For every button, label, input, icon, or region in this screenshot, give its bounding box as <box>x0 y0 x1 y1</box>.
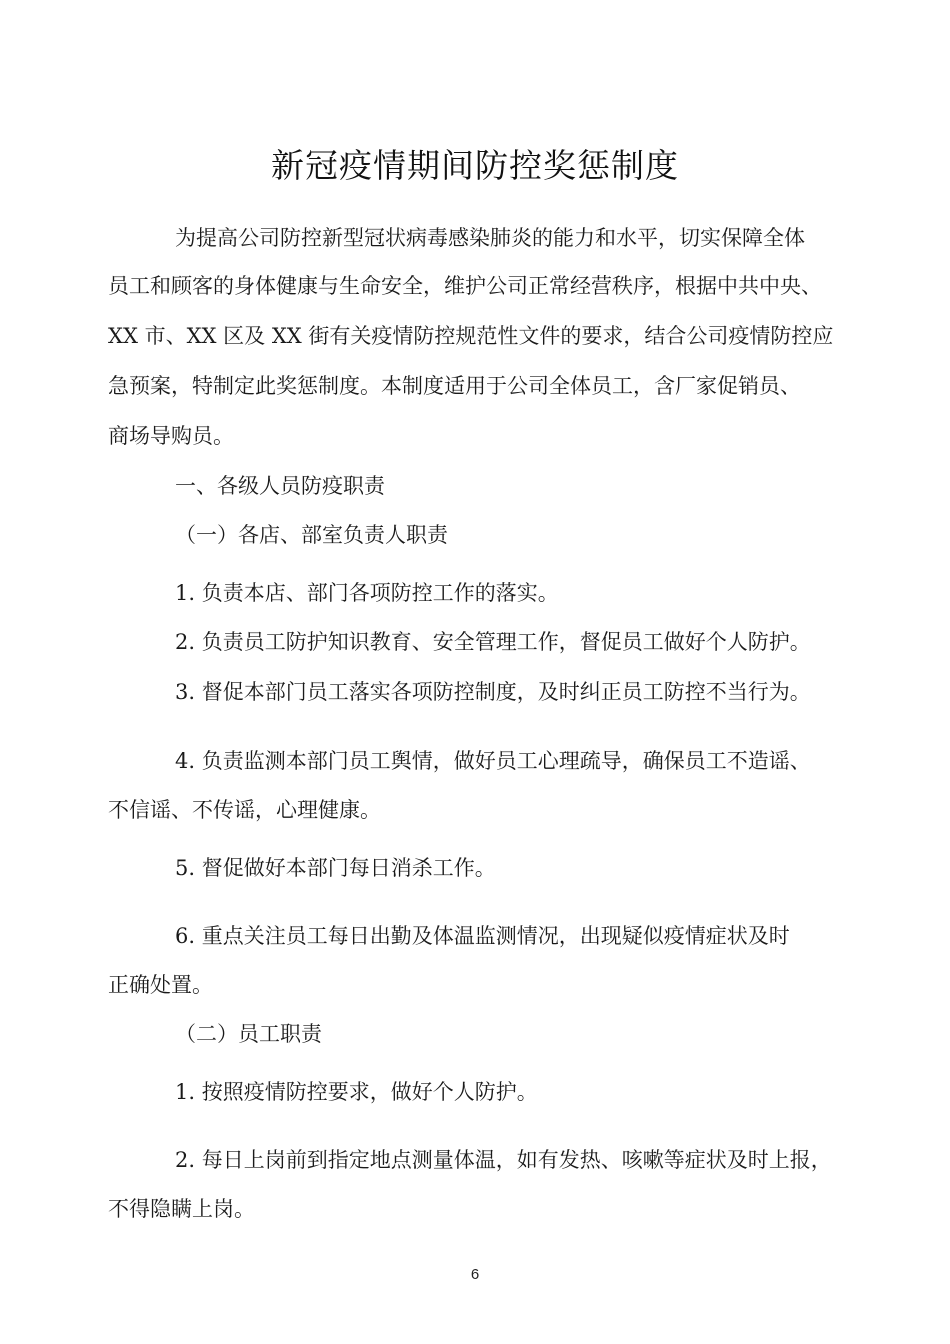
duty-item-5: 5. 督促做好本部门每日消杀工作。 <box>175 856 496 880</box>
intro-line-1: 为提高公司防控新型冠状病毒感染肺炎的能力和水平，切实保障全体 <box>175 226 805 250</box>
staff-item-2-continued: 不得隐瞒上岗。 <box>108 1197 255 1221</box>
intro-line-4: 急预案，特制定此奖惩制度。本制度适用于公司全体员工，含厂家促销员、 <box>108 374 801 398</box>
duty-item-4: 4. 负责监测本部门员工舆情，做好员工心理疏导，确保员工不造谣、 <box>175 749 811 773</box>
duty-item-4-continued: 不信谣、不传谣，心理健康。 <box>108 798 381 822</box>
section-1-heading: 一、各级人员防疫职责 <box>175 474 385 498</box>
intro-line-3: XX 市、XX 区及 XX 街有关疫情防控规范性文件的要求，结合公司疫情防控应 <box>108 324 834 348</box>
duty-item-3: 3. 督促本部门员工落实各项防控制度，及时纠正员工防控不当行为。 <box>175 680 811 704</box>
duty-item-1: 1. 负责本店、部门各项防控工作的落实。 <box>175 581 559 605</box>
staff-item-1: 1. 按照疫情防控要求，做好个人防护。 <box>175 1080 538 1104</box>
staff-item-2: 2. 每日上岗前到指定地点测量体温，如有发热、咳嗽等症状及时上报， <box>175 1148 832 1172</box>
duty-item-6-continued: 正确处置。 <box>108 973 213 997</box>
document-title: 新冠疫情期间防控奖惩制度 <box>271 146 679 185</box>
page-number: 6 <box>470 1266 480 1283</box>
intro-line-2: 员工和顾客的身体健康与生命安全，维护公司正常经营秩序，根据中共中央、 <box>108 274 822 298</box>
duty-item-2: 2. 负责员工防护知识教育、安全管理工作，督促员工做好个人防护。 <box>175 630 811 654</box>
subsection-1-heading: （一）各店、部室负责人职责 <box>175 523 448 547</box>
duty-item-6: 6. 重点关注员工每日出勤及体温监测情况，出现疑似疫情症状及时 <box>175 924 790 948</box>
subsection-2-heading: （二）员工职责 <box>175 1022 322 1046</box>
intro-line-5: 商场导购员。 <box>108 424 234 448</box>
